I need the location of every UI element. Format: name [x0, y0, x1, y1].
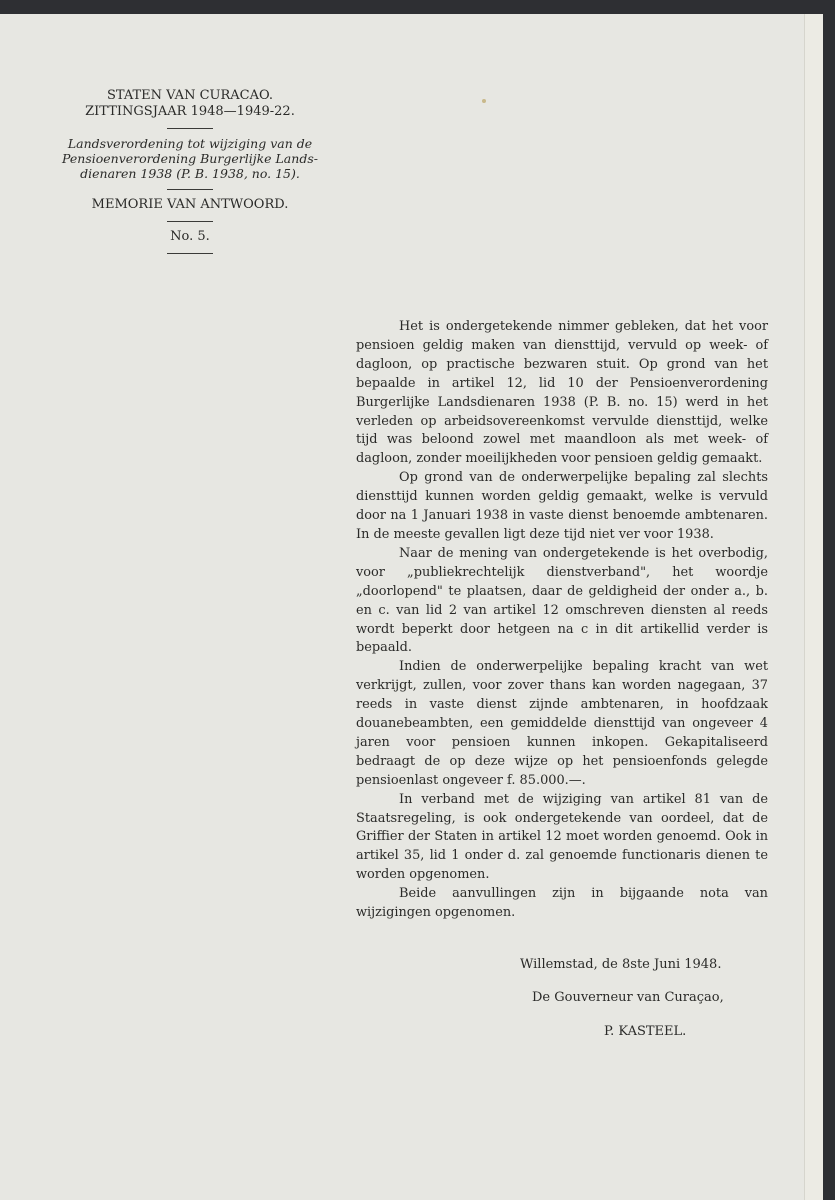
paragraph: Het is ondergetekende nimmer gebleken, dat het voor pensioen geldig maken van diensttijd, vervuld op week- of dagloon, op practische bezwaren stuit. Op grond van het bepaalde in artikel 12, lid 10 der Pensioenverordening Burgerlijke Landsdienaren 1938 (P. B. no. 15) werd in het verleden op arbeidsovereenkomst vervulde diensttijd, welke tijd was beloond zowel met maandloon als met week- of dagloon, zonder moeilijkheden voor pensioen geldig gemaakt.: [356, 319, 768, 467]
paper-spot: [482, 99, 486, 103]
body-text: [356, 318, 768, 923]
header-divider: [167, 189, 213, 190]
header-subject-line-3: dienaren 1938 (P. B. 1938, no. 15).: [80, 166, 300, 181]
signatory-title: De Gouverneur van Curaçao,: [532, 990, 724, 1005]
header-divider: [167, 253, 213, 254]
paragraph: Op grond van de onderwerpelijke bepaling zal slechts diensttijd kunnen worden geldig gemaakt, welke is vervuld door na 1 Januari 1938 in vaste dienst benoemde ambtenaren. In de meeste gevallen ligt deze tijd niet ver voor 1938.: [356, 470, 768, 542]
header-divider: [167, 221, 213, 222]
paragraph: Naar de mening van ondergetekende is het overbodig, voor „publiekrechtelijk dienstverband", het woordje „doorlopend" te plaatsen, daar de geldigheid der onder a., b. en c. van lid 2 van artikel 12 omschreven diensten al reeds wordt beperkt door hetgeen na c in dit artikellid verder is bepaald.: [356, 545, 768, 656]
document-header: [40, 88, 340, 261]
paragraph: Beide aanvullingen zijn in bijgaande nota van wijzigingen opgenomen.: [356, 886, 768, 921]
document-number: No. 5.: [170, 229, 210, 244]
paragraph: Indien de onderwerpelijke bepaling kracht van wet verkrijgt, zullen, voor zover thans kan worden nagegaan, 37 reeds in vaste dienst zijnde ambtenaren, in hoofdzaak douanebeambten, een gemiddelde diensttijd van ongeveer 4 jaren voor pensioen kunnen inkopen. Gekapitaliseerd bedraagt de op deze wijze op het pensioenfonds gelegde pensioenlast ongeveer f. 85.000.—.: [356, 659, 768, 788]
header-subject-line-1: Landsverordening tot wijziging van de: [67, 136, 313, 151]
header-divider: [167, 128, 213, 129]
header-subject-line-2: Pensioenverordening Burgerlijke Lands-: [62, 151, 318, 166]
page-edge: [804, 14, 823, 1200]
header-title-line-2: ZITTINGSJAAR 1948—1949-22.: [85, 104, 295, 119]
signatory-name: P. KASTEEL.: [604, 1024, 687, 1039]
document-type: MEMORIE VAN ANTWOORD.: [91, 197, 289, 212]
place-date: Willemstad, de 8ste Juni 1948.: [520, 957, 722, 972]
header-title-line-1: STATEN VAN CURACAO.: [106, 88, 274, 103]
paragraph: In verband met de wijziging van artikel 81 van de Staatsregeling, is ook ondergetekende van oordeel, dat de Griffier der Staten in artikel 12 moet worden genoemd. Ook in artikel 35, lid 1 onder d. zal genoemde functionaris dienen te worden opgenomen.: [356, 791, 768, 883]
